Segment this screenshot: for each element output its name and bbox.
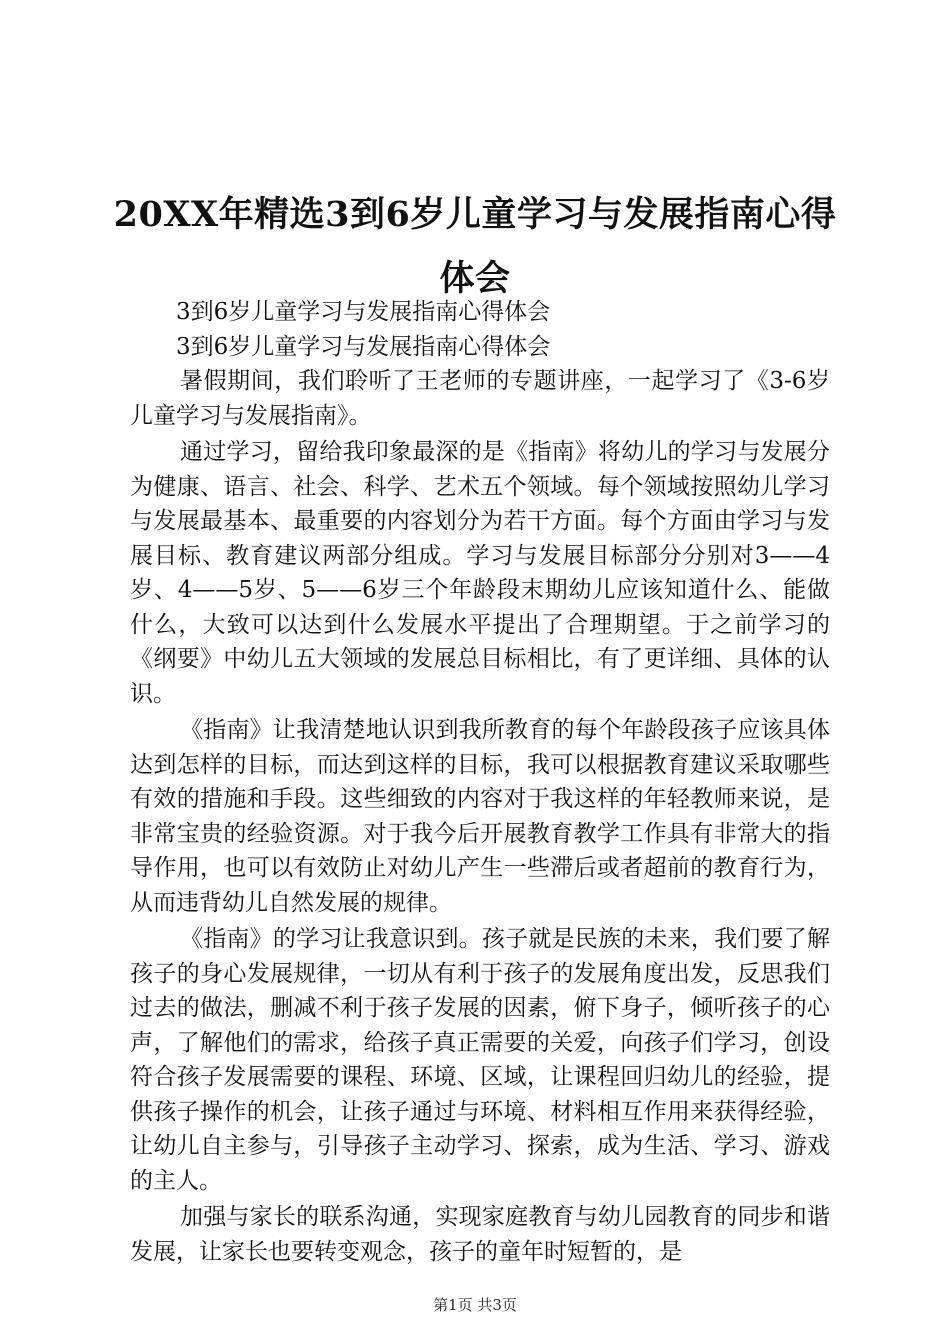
body-paragraph: 加强与家长的联系沟通，实现家庭教育与幼儿园教育的同步和谐发展，让家长也要转变观念，孩子的童年时短暂的，是 xyxy=(130,1204,830,1265)
subtitle-line: 3到6岁儿童学习与发展指南心得体会 xyxy=(176,299,551,325)
subtitle-line: 3到6岁儿童学习与发展指南心得体会 xyxy=(176,333,551,360)
document-title: 20XX年精选3到6岁儿童学习与发展指南心得体会 xyxy=(113,194,837,299)
page-footer: 第1页 共3页 xyxy=(433,1296,517,1314)
body-paragraph: 《指南》让我清楚地认识到我所教育的每个年龄段孩子应该具体达到怎样的目标，而达到这样的目标，我可以根据教育建议采取哪些有效的措施和手段。这些细致的内容对于我这样的年轻教师来说，是非常宝贵的经验资源。对于我今后开展教育教学工作具有非常大的指导作用，也可以有效防止对幼儿产生一些滞后或者超前的教育行为，从而违背幼儿自然发展的规律。 xyxy=(130,717,830,916)
document-body xyxy=(130,295,830,1271)
body-paragraph: 通过学习，留给我印象最深的是《指南》将幼儿的学习与发展分为健康、语言、社会、科学、艺术五个领域。每个领域按照幼儿学习与发展最基本、最重要的内容划分为若干方面。每个方面由学习与发展目标、教育建议两部分组成。学习与发展目标部分分别对3——4岁、4——5岁、5——6岁三个年龄段末期幼儿应该知道什么、能做什么，大致可以达到什么发展水平提出了合理期望。于之前学习的《纲要》中幼儿五大领域的发展总目标相比，有了更详细、具体的认识。 xyxy=(130,439,830,707)
body-paragraph: 暑假期间，我们聆听了王老师的专题讲座，一起学习了《3-6岁儿童学习与发展指南》。 xyxy=(130,368,830,429)
body-paragraph: 《指南》的学习让我意识到。孩子就是民族的未来，我们要了解孩子的身心发展规律，一切从有利于孩子的发展角度出发，反思我们过去的做法，删减不利于孩子发展的因素，俯下身子，倾听孩子的心声，了解他们的需求，给孩子真正需要的关爱，向孩子们学习，创设符合孩子发展需要的课程、环境、区域，让课程回归幼儿的经验，提供孩子操作的机会，让孩子通过与环境、材料相互作用来获得经验，让幼儿自主参与，引导孩子主动学习、探索，成为生活、学习、游戏的主人。 xyxy=(130,926,830,1194)
